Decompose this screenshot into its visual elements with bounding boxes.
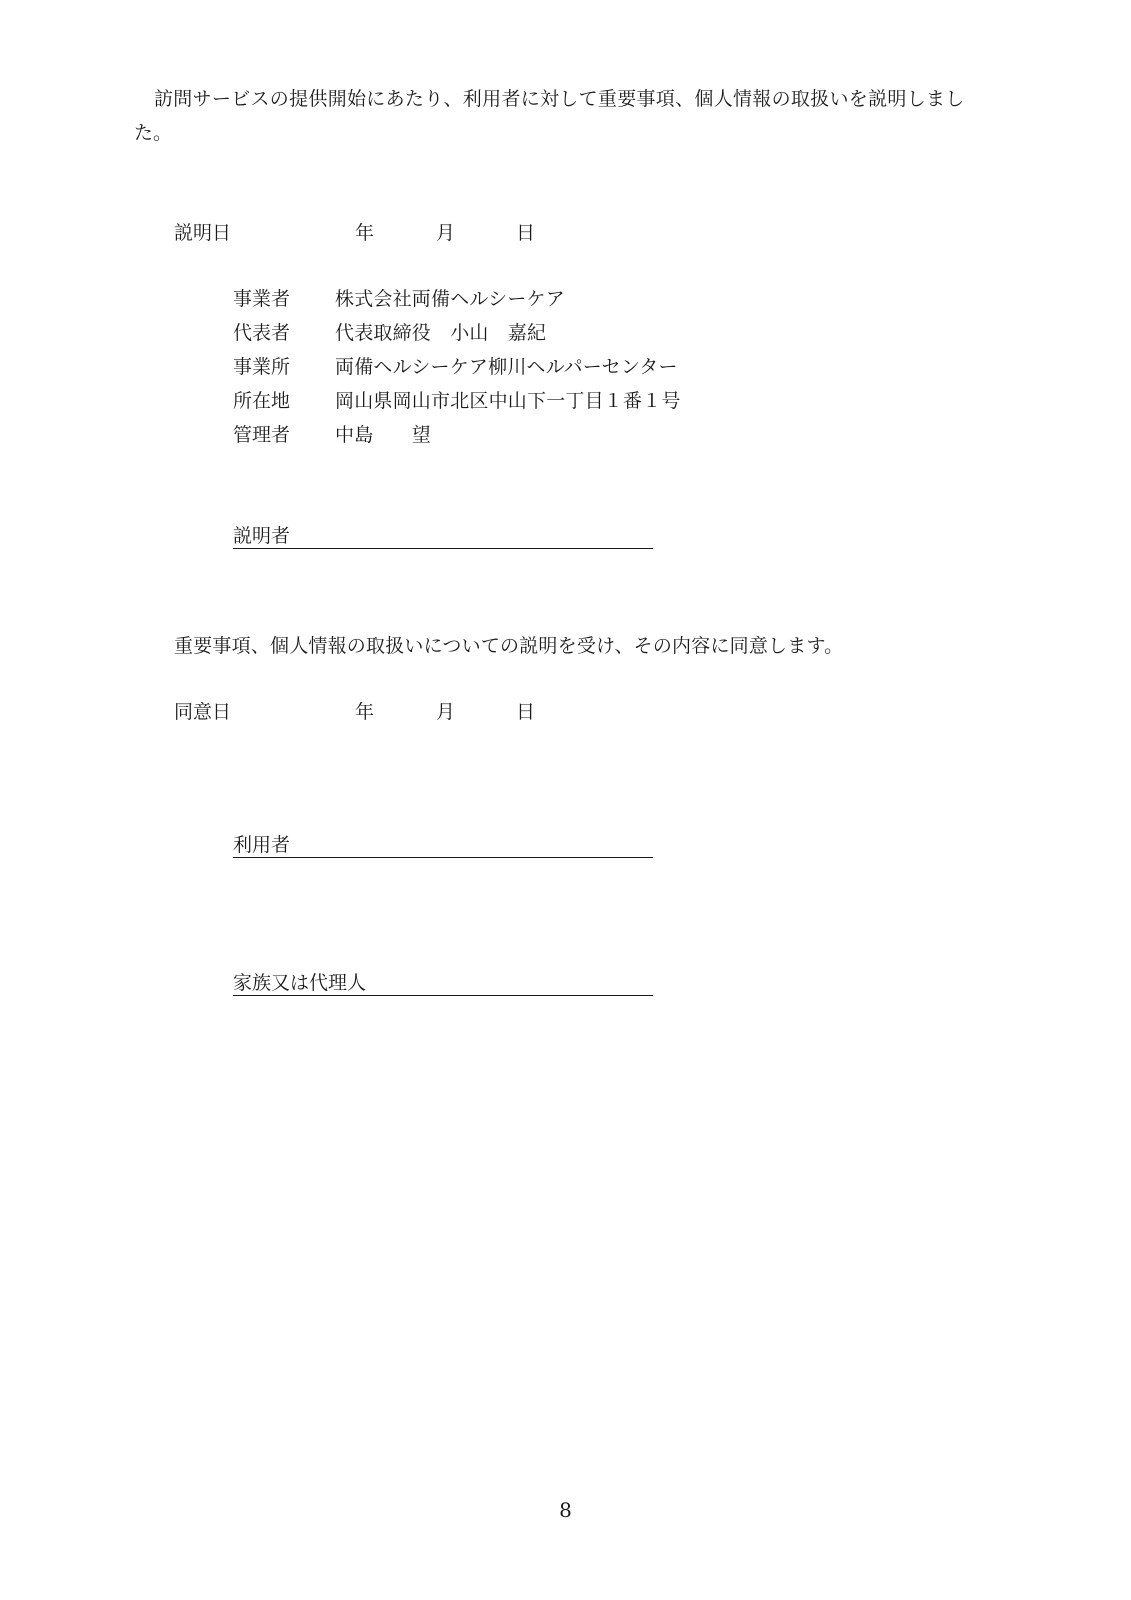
manager-value: 中島 望: [335, 424, 432, 446]
explanation-date-year: 年: [355, 222, 375, 244]
user-signature-label: 利用者: [233, 834, 291, 856]
page-number: 8: [559, 1498, 572, 1522]
address-label: 所在地: [233, 390, 291, 412]
manager-label: 管理者: [233, 424, 291, 446]
representative-value: 代表取締役 小山 嘉紀: [335, 322, 547, 344]
address-value: 岡山県岡山市北区中山下一丁目１番１号: [335, 390, 681, 412]
intro-text-line-1: 訪問サービスの提供開始にあたり、利用者に対して重要事項、個人情報の取扱いを説明しまし: [154, 88, 965, 110]
consent-date-month: 月: [436, 701, 456, 723]
intro-text-line-2: た。: [134, 122, 173, 144]
explainer-signature-line[interactable]: [233, 527, 653, 549]
explanation-date-label: 説明日: [174, 222, 232, 244]
family-signature-label: 家族又は代理人: [233, 972, 367, 994]
family-signature-line[interactable]: [233, 974, 653, 996]
user-signature-line[interactable]: [233, 836, 653, 858]
consent-date-year: 年: [355, 701, 375, 723]
consent-date-label: 同意日: [174, 701, 232, 723]
office-value: 両備ヘルシーケア柳川ヘルパーセンター: [335, 356, 678, 378]
representative-label: 代表者: [233, 322, 291, 344]
explanation-date-day: 日: [516, 222, 536, 244]
consent-statement: 重要事項、個人情報の取扱いについての説明を受け、その内容に同意します。: [174, 635, 844, 657]
office-label: 事業所: [233, 356, 291, 378]
explanation-date-month: 月: [436, 222, 456, 244]
operator-label: 事業者: [233, 288, 291, 310]
explainer-label: 説明者: [233, 525, 291, 547]
operator-value: 株式会社両備ヘルシーケア: [335, 288, 565, 310]
consent-date-day: 日: [516, 701, 536, 723]
